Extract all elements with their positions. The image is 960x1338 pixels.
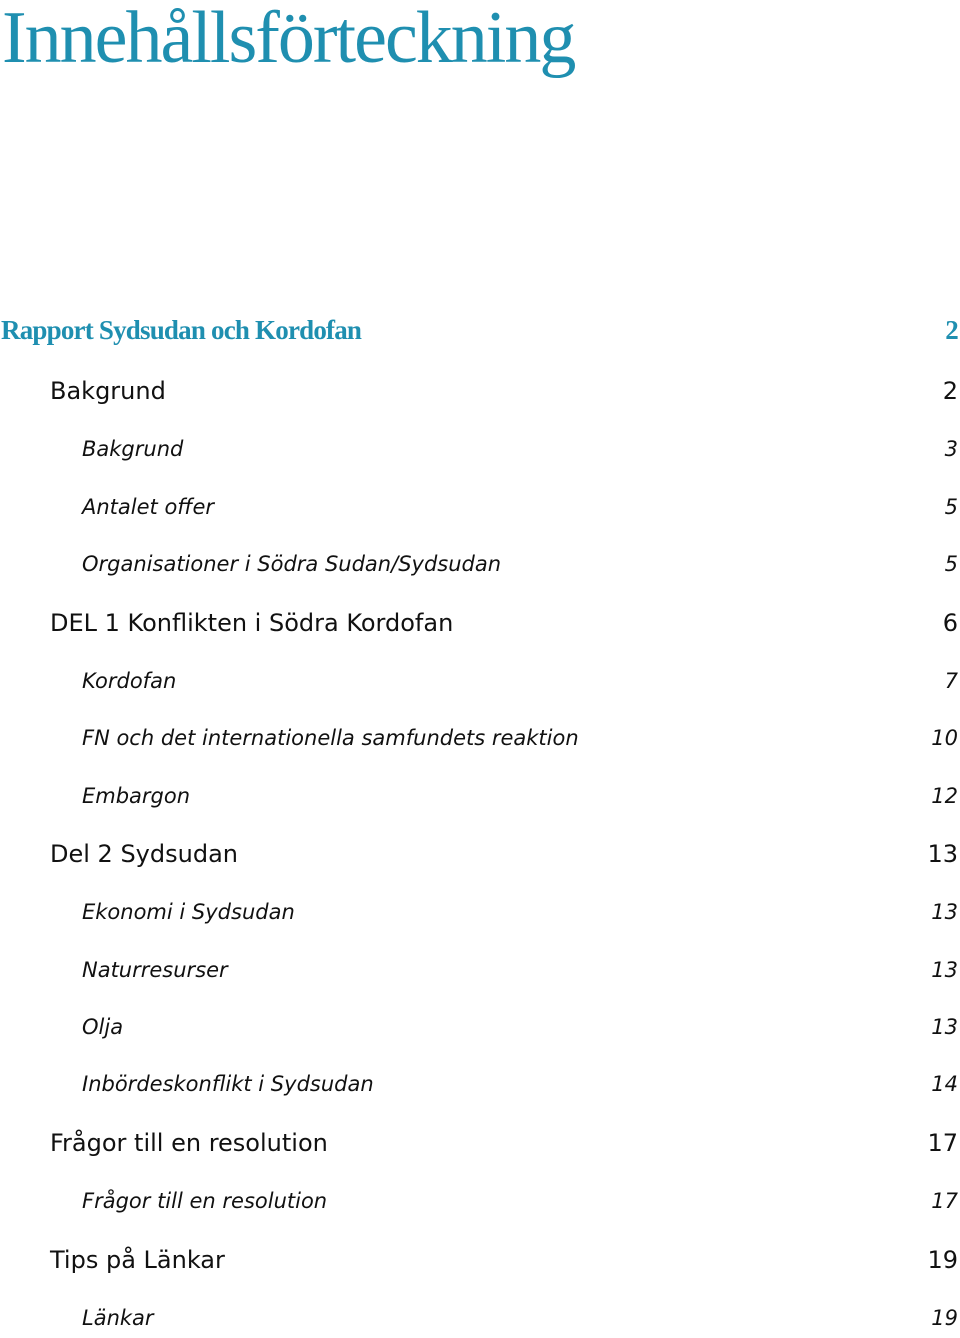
toc-entry-label: Frågor till en resolution	[82, 1189, 328, 1213]
toc-entry-label: Del 2 Sydsudan	[50, 840, 238, 868]
toc-entry-page-number: 3	[944, 437, 958, 461]
toc-entry-page-number: 5	[944, 552, 958, 576]
toc-entry-page-number: 13	[931, 1015, 958, 1039]
toc-entry-label: Bakgrund	[82, 437, 184, 461]
toc-entry-label: Rapport Sydsudan och Kordofan	[1, 315, 362, 345]
toc-entry-subsection[interactable]	[0, 776, 960, 816]
toc-entry-subsection[interactable]	[0, 718, 960, 758]
toc-entry-label: Kordofan	[82, 669, 177, 693]
toc-entry-label: Antalet offer	[82, 495, 214, 519]
toc-entry-page-number: 10	[931, 726, 958, 750]
toc-entry-label: Bakgrund	[50, 377, 166, 405]
toc-entry-label: DEL 1 Konflikten i Södra Kordofan	[50, 609, 454, 637]
toc-entry-label: Ekonomi i Sydsudan	[82, 900, 295, 924]
toc-entry-section[interactable]	[0, 1240, 960, 1280]
toc-entry-page-number: 13	[931, 900, 958, 924]
toc-entry-page-number: 13	[927, 840, 958, 868]
toc-entry-page-number: 2	[945, 315, 958, 345]
toc-entry-label: Organisationer i Södra Sudan/Sydsudan	[82, 552, 502, 576]
toc-entry-page-number: 19	[927, 1246, 958, 1274]
toc-entry-page-number: 7	[944, 669, 958, 693]
toc-entry-page-number: 19	[931, 1306, 958, 1330]
toc-entry-page-number: 14	[931, 1072, 958, 1096]
toc-entry-subsection[interactable]	[0, 661, 960, 701]
toc-entry-section[interactable]	[0, 834, 960, 874]
toc-entry-page-number: 12	[931, 784, 958, 808]
toc-entry-page-number: 13	[931, 958, 958, 982]
toc-entry-subsection[interactable]	[0, 429, 960, 469]
toc-entry-label: Frågor till en resolution	[50, 1129, 328, 1157]
toc-entry-subsection[interactable]	[0, 1007, 960, 1047]
toc-entry-label: Embargon	[82, 784, 191, 808]
toc-entry-subsection[interactable]	[0, 1064, 960, 1104]
toc-entry-label: FN och det internationella samfundets reaktion	[82, 726, 579, 750]
toc-entry-subsection[interactable]	[0, 1298, 960, 1338]
toc-entry-label: Naturresurser	[82, 958, 228, 982]
toc-entry-subsection[interactable]	[0, 544, 960, 584]
toc-entry-label: Tips på Länkar	[50, 1246, 225, 1274]
toc-entry-page-number: 2	[942, 377, 958, 405]
toc-entry-page-number: 17	[927, 1129, 958, 1157]
toc-entry-subsection[interactable]	[0, 1181, 960, 1221]
toc-entry-subsection[interactable]	[0, 892, 960, 932]
toc-entry-label: Olja	[82, 1015, 124, 1039]
toc-entry-page-number: 17	[931, 1189, 958, 1213]
toc-entry-page-number: 5	[944, 495, 958, 519]
toc-entry-chapter[interactable]	[0, 310, 960, 350]
toc-entry-section[interactable]	[0, 603, 960, 643]
toc-entry-subsection[interactable]	[0, 487, 960, 527]
toc-entry-page-number: 6	[942, 609, 958, 637]
toc-entry-subsection[interactable]	[0, 950, 960, 990]
toc-entry-section[interactable]	[0, 371, 960, 411]
toc-entry-label: Inbördeskonflikt i Sydsudan	[82, 1072, 374, 1096]
toc-entry-section[interactable]	[0, 1123, 960, 1163]
toc-entry-label: Länkar	[82, 1306, 154, 1330]
page-title: Innehållsförteckning	[2, 0, 575, 79]
